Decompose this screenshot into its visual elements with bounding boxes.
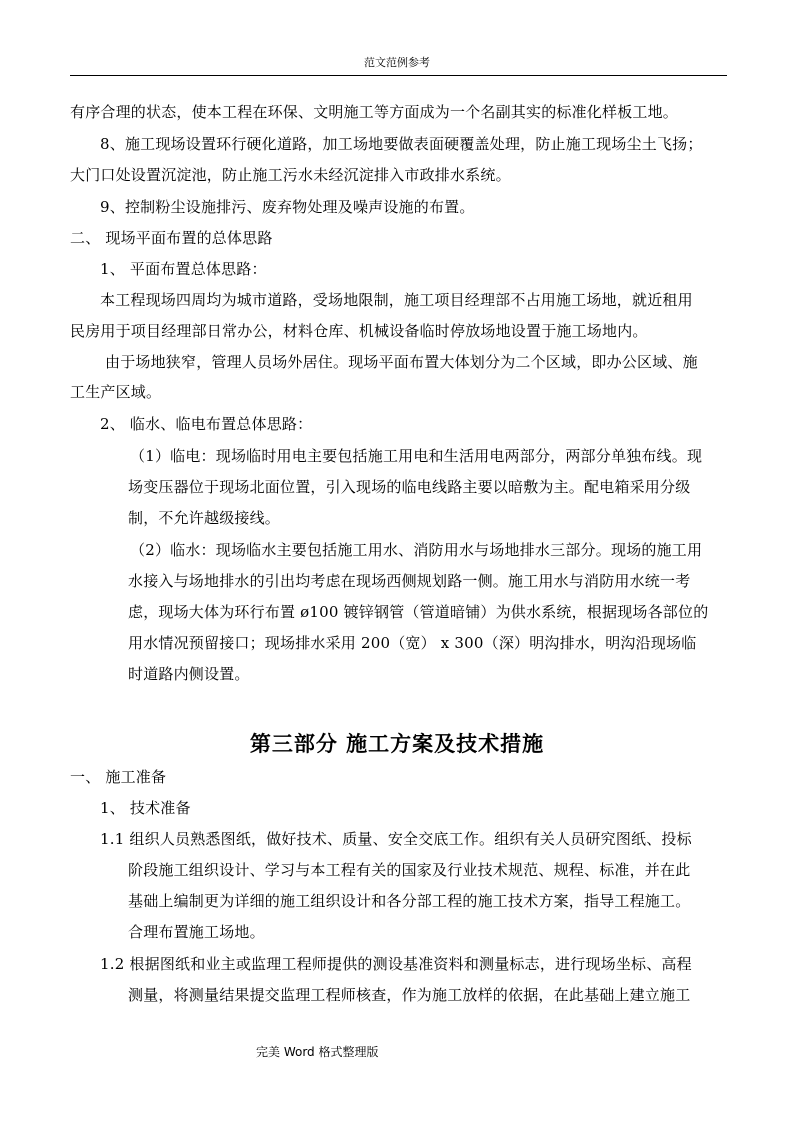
text-line: 制，不允许越级接线。 (128, 509, 281, 527)
subheading: 1、 技术准备 (100, 799, 191, 817)
text-line: 阶段施工组织设计、学习与本工程有关的国家及行业技术规范、规程、标准，并在此 (128, 861, 691, 879)
text-line: 本工程现场四周均为城市道路，受场地限制，施工项目经理部不占用施工场地，就近租用 (100, 291, 693, 309)
text-line: 测量，将测量结果提交监理工程师核查，作为施工放样的依据，在此基础上建立施工 (128, 986, 691, 1004)
page-header: 范文范例参考 (364, 56, 430, 69)
page-footer: 完美 Word 格式整理版 (256, 1045, 379, 1059)
text-line: 民房用于项目经理部日常办公，材料仓库、机械设备临时停放场地设置于施工场地内。 (70, 322, 648, 340)
text-line: 时道路内侧设置。 (128, 665, 250, 683)
text-line: 水接入与场地排水的引出均考虑在现场西侧规划路一侧。施工用水与消防用水统一考 (128, 572, 691, 590)
text-line: 基础上编制更为详细的施工组织设计和各分部工程的施工技术方案，指导工程施工。 (128, 892, 691, 910)
text-line: 场变压器位于现场北面位置，引入现场的临电线路主要以暗敷为主。配电箱采用分级 (128, 478, 691, 496)
text-line: 大门口处设置沉淀池，防止施工污水未经沉淀排入市政排水系统。 (70, 166, 511, 184)
subheading: 2、 临水、临电布置总体思路： (100, 415, 313, 433)
text-line: 虑，现场大体为环行布置 ø100 镀锌钢管（管道暗铺）为供水系统，根据现场各部位的 (128, 603, 709, 621)
text-line: （1）临电：现场临时用电主要包括施工用电和生活用电两部分，两部分单独布线。现 (130, 447, 703, 465)
text-line: 1.1 组织人员熟悉图纸，做好技术、质量、安全交底工作。组织有关人员研究图纸、投标 (100, 830, 692, 848)
text-line: 用水情况预留接口；现场排水采用 200（宽） x 300（深）明沟排水，明沟沿现场临 (128, 634, 697, 652)
section-title: 第三部分 施工方案及技术措施 (249, 731, 545, 756)
subheading: 1、 平面布置总体思路： (100, 260, 267, 278)
text-line: 9、控制粉尘设施排污、废弃物处理及噪声设施的布置。 (100, 198, 475, 216)
text-line: 8、施工现场设置环行硬化道路，加工场地要做表面硬覆盖处理，防止施工现场尘土飞扬； (100, 135, 703, 153)
text-line: 工生产区域。 (70, 383, 162, 401)
text-line: 合理布置施工场地。 (128, 923, 265, 941)
text-line: 由于场地狭窄，管理人员场外居住。现场平面布置大体划分为二个区域，即办公区域、施 (105, 353, 698, 371)
header-divider (70, 75, 727, 76)
section-heading: 一、 施工准备 (70, 768, 167, 786)
text-line: 有序合理的状态，使本工程在环保、文明施工等方面成为一个名副其实的标准化样板工地。 (70, 103, 679, 121)
section-heading: 二、 现场平面布置的总体思路 (70, 229, 273, 247)
text-line: （2）临水：现场临水主要包括施工用水、消防用水与场地排水三部分。现场的施工用 (130, 541, 703, 559)
text-line: 1.2 根据图纸和业主或监理工程师提供的测设基准资料和测量标志，进行现场坐标、高程 (100, 955, 692, 973)
